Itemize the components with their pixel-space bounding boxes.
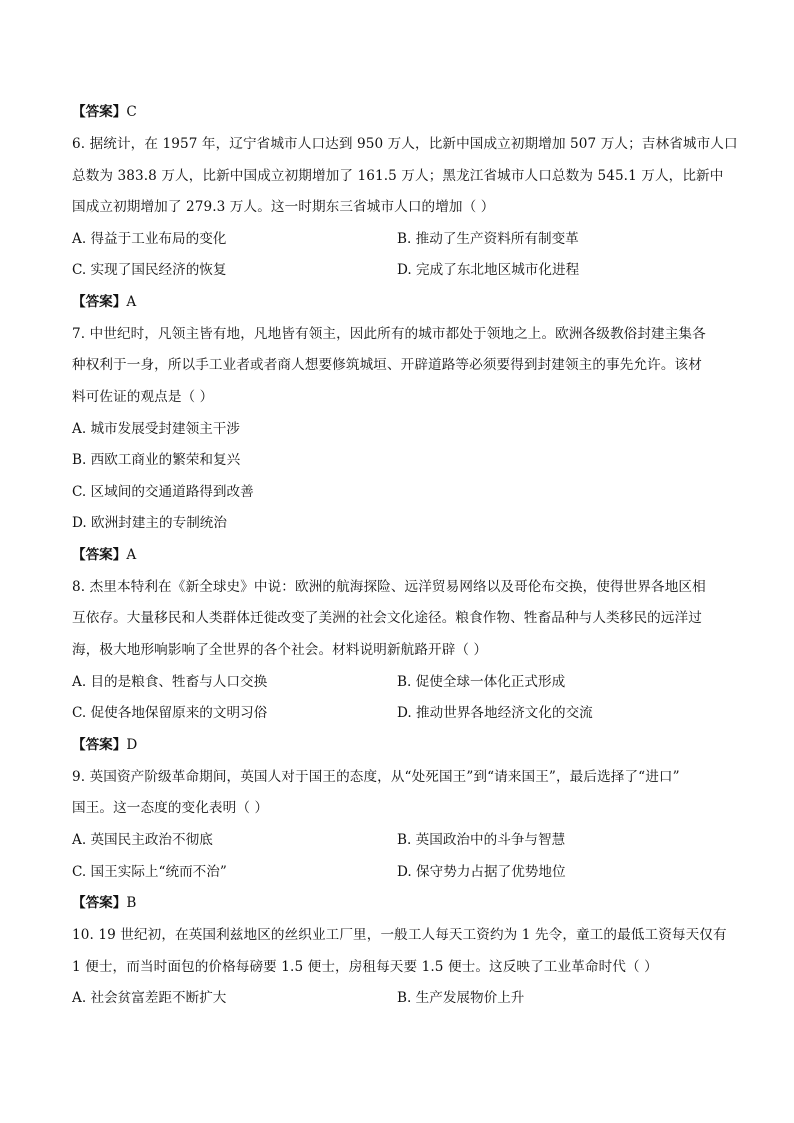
- answer-label: 【答案】: [72, 104, 127, 120]
- question-6-line-1: 6. 据统计，在 1957 年，辽宁省城市人口达到 950 万人，比新中国成立初期增加 507 万人；吉林省城市人口: [72, 136, 738, 152]
- answer-line-q9: [72, 893, 136, 913]
- question-10-line-1: 10. 19 世纪初，在英国利兹地区的丝织业工厂里，一般工人每天工资约为 1 先令，童工的最低工资每天仅有: [72, 927, 727, 943]
- question-8-option-b: B. 促使全球一体化正式形成: [397, 674, 566, 690]
- question-7-line-3: 料可佐证的观点是（ ）: [72, 389, 214, 405]
- answer-line-q6: [72, 292, 136, 312]
- question-8-line-2: 互依存。大量移民和人类群体迁徙改变了美洲的社会文化途径。粮食作物、牲畜品种与人类移民的远洋过: [72, 610, 702, 626]
- question-8-line-3: 海，极大地形响影响了全世界的各个社会。材料说明新航路开辟（ ）: [72, 642, 488, 658]
- answer-line-q5: [72, 102, 137, 122]
- answer-line-q8: [72, 735, 137, 755]
- answer-label: 【答案】: [72, 547, 127, 563]
- answer-line-q7: [72, 545, 136, 565]
- question-6-option-a: A. 得益于工业布局的变化: [72, 231, 227, 247]
- question-7-line-1: 7. 中世纪时，凡领主皆有地，凡地皆有领主，因此所有的城市都处于领地之上。欧洲各级教俗封建主集各: [72, 326, 706, 342]
- answer-label: 【答案】: [72, 294, 127, 310]
- question-8-option-c: C. 促使各地保留原来的文明习俗: [72, 705, 268, 721]
- answer-value: B: [126, 895, 137, 911]
- question-7-option-d: D. 欧洲封建主的专制统治: [72, 515, 227, 531]
- question-8-option-a: A. 目的是粮食、牲畜与人口交换: [72, 674, 268, 690]
- question-6-option-d: D. 完成了东北地区城市化进程: [397, 262, 580, 278]
- answer-label: 【答案】: [72, 737, 127, 753]
- question-9-option-c: C. 国王实际上“统而不治”: [72, 864, 227, 880]
- question-10-option-b: B. 生产发展物价上升: [397, 990, 525, 1006]
- answer-value: A: [126, 294, 137, 310]
- question-9-option-a: A. 英国民主政治不彻底: [72, 832, 213, 848]
- question-7-option-b: B. 西欧工商业的繁荣和复兴: [72, 452, 241, 468]
- question-10-line-2: 1 便士，而当时面包的价格每磅要 1.5 便士，房租每天要 1.5 便士。这反映了工业革命时代（ ）: [72, 959, 658, 975]
- question-7-option-c: C. 区域间的交通道路得到改善: [72, 484, 254, 500]
- question-9-line-1: 9. 英国资产阶级革命期间，英国人对于国王的态度，从“处死国王”到“请来国王”，最后选择了“进口”: [72, 769, 680, 785]
- question-6-line-3: 国成立初期增加了 279.3 万人。这一时期东三省城市人口的增加（ ）: [72, 199, 495, 215]
- question-6-line-2: 总数为 383.8 万人，比新中国成立初期增加了 161.5 万人；黑龙江省城市人口总数为 545.1 万人，比新中: [72, 168, 724, 184]
- question-8-line-1: 8. 杰里本特利在《新全球史》中说：欧洲的航海探险、远洋贸易网络以及哥伦布交换，使得世界各地区相: [72, 579, 706, 595]
- question-7-line-2: 种权利于一身，所以手工业者或者商人想要修筑城垣、开辟道路等必须要得到封建领主的事先允许。该材: [72, 357, 702, 373]
- question-9-option-d: D. 保守势力占据了优势地位: [397, 864, 566, 880]
- answer-value: A: [126, 547, 137, 563]
- question-6-option-c: C. 实现了国民经济的恢复: [72, 262, 227, 278]
- question-9-option-b: B. 英国政治中的斗争与智慧: [397, 832, 566, 848]
- question-10-option-a: A. 社会贫富差距不断扩大: [72, 990, 227, 1006]
- question-6-option-b: B. 推动了生产资料所有制变革: [397, 231, 579, 247]
- question-8-option-d: D. 推动世界各地经济文化的交流: [397, 705, 593, 721]
- question-7-option-a: A. 城市发展受封建领主干涉: [72, 421, 240, 437]
- answer-value: C: [126, 104, 137, 120]
- answer-value: D: [126, 737, 138, 753]
- answer-label: 【答案】: [72, 895, 127, 911]
- question-9-line-2: 国王。这一态度的变化表明（ ）: [72, 800, 269, 816]
